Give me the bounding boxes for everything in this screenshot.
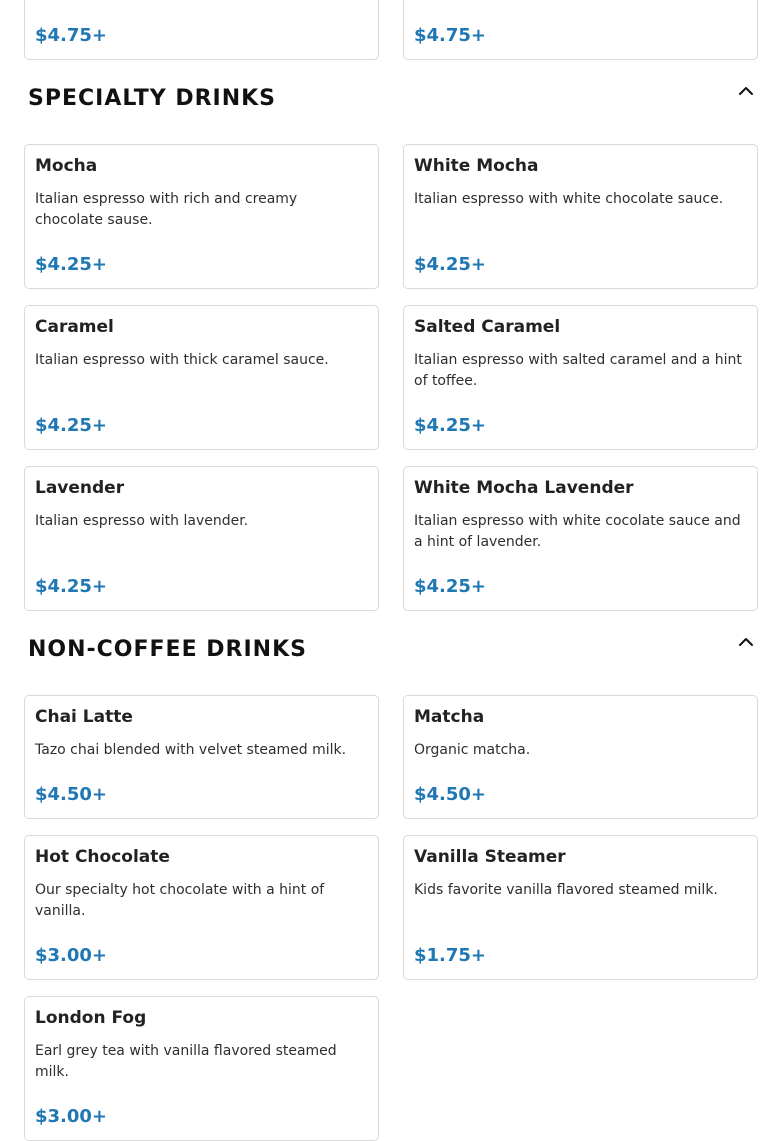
- item-price: $3.00+: [35, 1106, 108, 1127]
- item-price: $4.25+: [414, 415, 487, 436]
- menu-item-card[interactable]: [24, 996, 379, 1141]
- item-name: White Mocha Lavender: [414, 478, 634, 498]
- item-price: $4.25+: [414, 254, 487, 275]
- menu-item-card[interactable]: [403, 0, 758, 60]
- chevron-up-icon[interactable]: [734, 630, 758, 654]
- specialty-drinks-grid: [24, 144, 758, 611]
- item-price: $4.25+: [35, 576, 108, 597]
- item-description: Earl grey tea with vanilla flavored steamed milk.: [35, 1043, 337, 1080]
- menu-item-card[interactable]: [403, 835, 758, 980]
- item-name: Mocha: [35, 156, 98, 176]
- non-coffee-drinks-grid: [24, 695, 758, 1141]
- item-name: Chai Latte: [35, 707, 133, 727]
- menu-item-card[interactable]: [403, 305, 758, 450]
- item-description: Italian espresso with white chocolate sauce.: [414, 191, 724, 207]
- item-description: Italian espresso with salted caramel and a hint of toffee.: [414, 352, 742, 389]
- item-name: Caramel: [35, 317, 114, 337]
- item-name: Hot Chocolate: [35, 847, 170, 867]
- item-price: $4.50+: [35, 784, 108, 805]
- menu-item-card[interactable]: [403, 466, 758, 611]
- menu-item-card[interactable]: [24, 695, 379, 819]
- section-header-non-coffee-drinks[interactable]: [24, 619, 758, 679]
- menu-item-card[interactable]: [24, 305, 379, 450]
- item-description: Italian espresso with lavender.: [35, 513, 249, 529]
- item-description: Kids favorite vanilla flavored steamed milk.: [414, 882, 718, 898]
- menu-item-card[interactable]: [24, 0, 379, 60]
- menu-content: [24, 0, 758, 1141]
- menu-item-card[interactable]: [24, 144, 379, 289]
- item-description: Italian espresso with white cocolate sauce and a hint of lavender.: [414, 513, 741, 550]
- item-price: $3.00+: [35, 945, 108, 966]
- item-name: Vanilla Steamer: [414, 847, 566, 867]
- item-name: Salted Caramel: [414, 317, 561, 337]
- item-price: $4.25+: [35, 254, 108, 275]
- menu-item-card[interactable]: [24, 835, 379, 980]
- item-description: Our specialty hot chocolate with a hint of vanilla.: [35, 882, 325, 919]
- item-price: $4.75+: [414, 25, 487, 46]
- menu-item-card[interactable]: [403, 144, 758, 289]
- item-description: Italian espresso with thick caramel sauce.: [35, 352, 329, 368]
- menu-item-card[interactable]: [24, 466, 379, 611]
- section-header-specialty-drinks[interactable]: [24, 68, 758, 128]
- item-name: Matcha: [414, 707, 485, 727]
- chevron-up-icon[interactable]: [734, 79, 758, 103]
- item-price: $4.25+: [35, 415, 108, 436]
- item-price: $4.50+: [414, 784, 487, 805]
- item-description: Italian espresso with rich and creamy chocolate sause.: [35, 191, 298, 228]
- section-title: SPECIALTY DRINKS: [28, 85, 277, 111]
- item-price: $4.75+: [35, 25, 108, 46]
- section-title: NON-COFFEE DRINKS: [28, 636, 307, 662]
- item-name: White Mocha: [414, 156, 539, 176]
- menu-item-card[interactable]: [403, 695, 758, 819]
- previous-section-grid: [24, 0, 758, 60]
- item-description: Tazo chai blended with velvet steamed milk.: [35, 742, 347, 758]
- item-description: Organic matcha.: [414, 742, 531, 758]
- item-price: $4.25+: [414, 576, 487, 597]
- item-name: Lavender: [35, 478, 125, 498]
- item-price: $1.75+: [414, 945, 487, 966]
- item-name: London Fog: [35, 1008, 147, 1028]
